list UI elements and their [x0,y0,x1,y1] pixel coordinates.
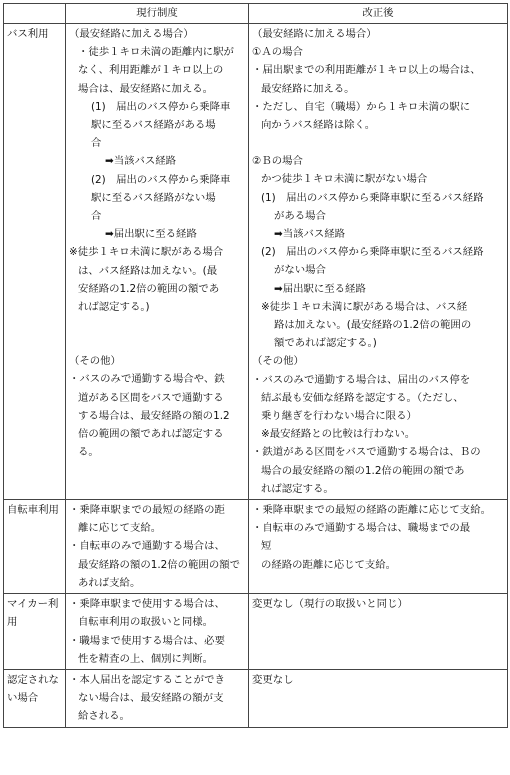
cell-text-line: ・職場まで使用する場合は、必要 [69,634,225,647]
cell-text-line: 変更なし（現行の取扱いと同じ） [252,598,408,611]
cell-text-line: 駅に至るバス経路がない場 [91,191,216,204]
cell-text-line: 結ぶ最も安価な経路を認定する。（ただし、 [261,391,464,404]
cell-text-line: ・届出駅までの利用距離が１キロ以上の場合は、 [252,64,481,77]
cell-text-line: ・バスのみで通勤する場合は、届出のバス停を [252,373,471,386]
cell-text-line: （その他） [252,355,304,368]
cell-text-line: 路は加えない。(最安経路の1.2倍の範囲の [274,319,472,332]
cell-text-line: 離に応じて支給。 [78,522,162,535]
cell-text-line: ➡当該バス経路 [105,155,177,168]
cell-text-line: ※徒歩１キロ未満に駅がある場合は、バス経 [261,300,468,313]
cell-text-line: 合 [91,137,102,150]
cell-text-line: （最安経路に加える場合） [69,28,194,40]
cell-text-line: 場合の最安経路の額の1.2倍の範囲の額であ [261,464,465,477]
cell-text-line: がある場合 [274,209,326,222]
cell-text-line: 短 [261,540,272,553]
cell-text-line: は、バス経路は加えない。(最 [78,264,218,277]
cell-text-line: かつ徒歩１キロ未満に駅がない場合 [261,173,428,186]
cell-text-line: する場合は、最安経路の額の1.2 [78,409,230,422]
cell-text-line: （その他） [69,355,121,368]
header-row [4,4,508,24]
cell-text-line: (1) 届出のバス停から乗降車駅に至るバス経路 [261,191,484,204]
category-cell: 認定されない場合 [4,669,66,727]
cell-text-line: 倍の範囲の額であれば認定する [78,428,224,441]
cell-text-line: がない場合 [274,264,326,277]
cell-text-line: 最安経路の額の1.2倍の範囲の額で [78,558,240,571]
cell-text-line: 最安経路に加える。 [261,82,355,95]
revised-cell [249,500,508,594]
cell-text-line: (2) 届出のバス停から乗降車駅に至るバス経路 [261,246,484,259]
cell-text-line: 変更なし [252,673,294,686]
cell-text-line: ない場合は、最安経路の額が支 [78,692,224,705]
cell-text-line: なく、利用距離が１キロ以上の [78,64,224,77]
current-cell [66,500,249,594]
cell-text-line: 安経路の1.2倍の範囲の額であ [78,282,220,295]
cell-text-line: る。 [78,446,99,459]
cell-text-line: ・本人届出を認定することができ [69,673,225,686]
cell-text-line: 合 [91,210,102,223]
category-cell: バス利用 [4,24,66,500]
spacer [252,134,504,152]
cell-text-line: 給される。 [78,710,130,723]
cell-text-line: ・自転車のみで通勤する場合は、職場までの最 [252,522,471,535]
cell-text-line: (2) 届出のバス停から乗降車 [91,173,231,186]
current-cell [66,24,249,500]
current-cell [66,594,249,670]
cell-text-line: ➡届出駅に至る経路 [105,228,197,241]
cell-text-line: ①Ａの場合 [252,46,303,59]
cell-text-line: 向かうバス経路は除く。 [261,119,376,132]
revised-cell [249,594,508,670]
table-row [4,669,508,727]
cell-text-line: れば認定する。) [78,301,150,314]
cell-text-line: ②Ｂの場合 [252,155,303,168]
cell-text-line: ・乗降車駅までの最短の経路の距 [69,504,225,517]
cell-text-line: 乗り継ぎを行わない場合に限る） [261,410,417,423]
cell-text-line: ➡当該バス経路 [274,228,346,241]
spacer [69,334,245,352]
cell-text-line: ・乗降車駅までの最短の経路の距離に応じて支給。 [252,504,491,517]
cell-text-line: ・徒歩１キロ未満の距離内に駅が [78,46,234,59]
spacer [69,316,245,334]
cell-text-line: ・ただし、自宅（職場）から１キロ未満の駅に [252,100,471,113]
cell-text-line: ※徒歩１キロ未満に駅がある場合 [69,246,224,259]
cell-text-line: 額であれば認定する。) [274,337,377,350]
category-cell: マイカー利用 [4,594,66,670]
cell-text-line: 駅に至るバス経路がある場 [91,119,216,132]
cell-text-line: ・鉄道がある区間をバスで通勤する場合は、Ｂの [252,446,481,459]
category-cell: 自転車利用 [4,500,66,594]
cell-text-line: 道がある区間をバスで通勤する [78,391,224,404]
table-row [4,500,508,594]
header-cell-category [4,4,66,24]
cell-text-line: （最安経路に加える場合） [252,28,377,40]
cell-text-line: ※最安経路との比較は行わない。 [261,428,416,441]
cell-text-line: ・バスのみで通勤する場合や、鉄 [69,373,225,386]
cell-text-line: ➡届出駅に至る経路 [274,282,366,295]
comparison-table [3,3,508,728]
revised-cell [249,669,508,727]
revised-cell [249,24,508,500]
cell-text-line: ・自転車のみで通勤する場合は、 [69,540,225,553]
current-cell [66,669,249,727]
cell-text-line: 場合は、最安経路に加える。 [78,82,214,95]
header-cell-current: 現行制度 [66,4,249,24]
cell-text-line: の経路の距離に応じて支給。 [261,558,397,571]
header-cell-revised: 改正後 [249,4,508,24]
table-row [4,24,508,500]
cell-text-line: 性を精査の上、個別に判断。 [78,652,214,665]
table-row [4,594,508,670]
cell-text-line: ・乗降車駅まで使用する場合は、 [69,598,225,611]
cell-text-line: 自転車利用の取扱いと同様。 [78,616,214,629]
cell-text-line: (1) 届出のバス停から乗降車 [91,100,231,113]
cell-text-line: あれば支給。 [78,576,141,589]
cell-text-line: れば認定する。 [261,482,334,495]
